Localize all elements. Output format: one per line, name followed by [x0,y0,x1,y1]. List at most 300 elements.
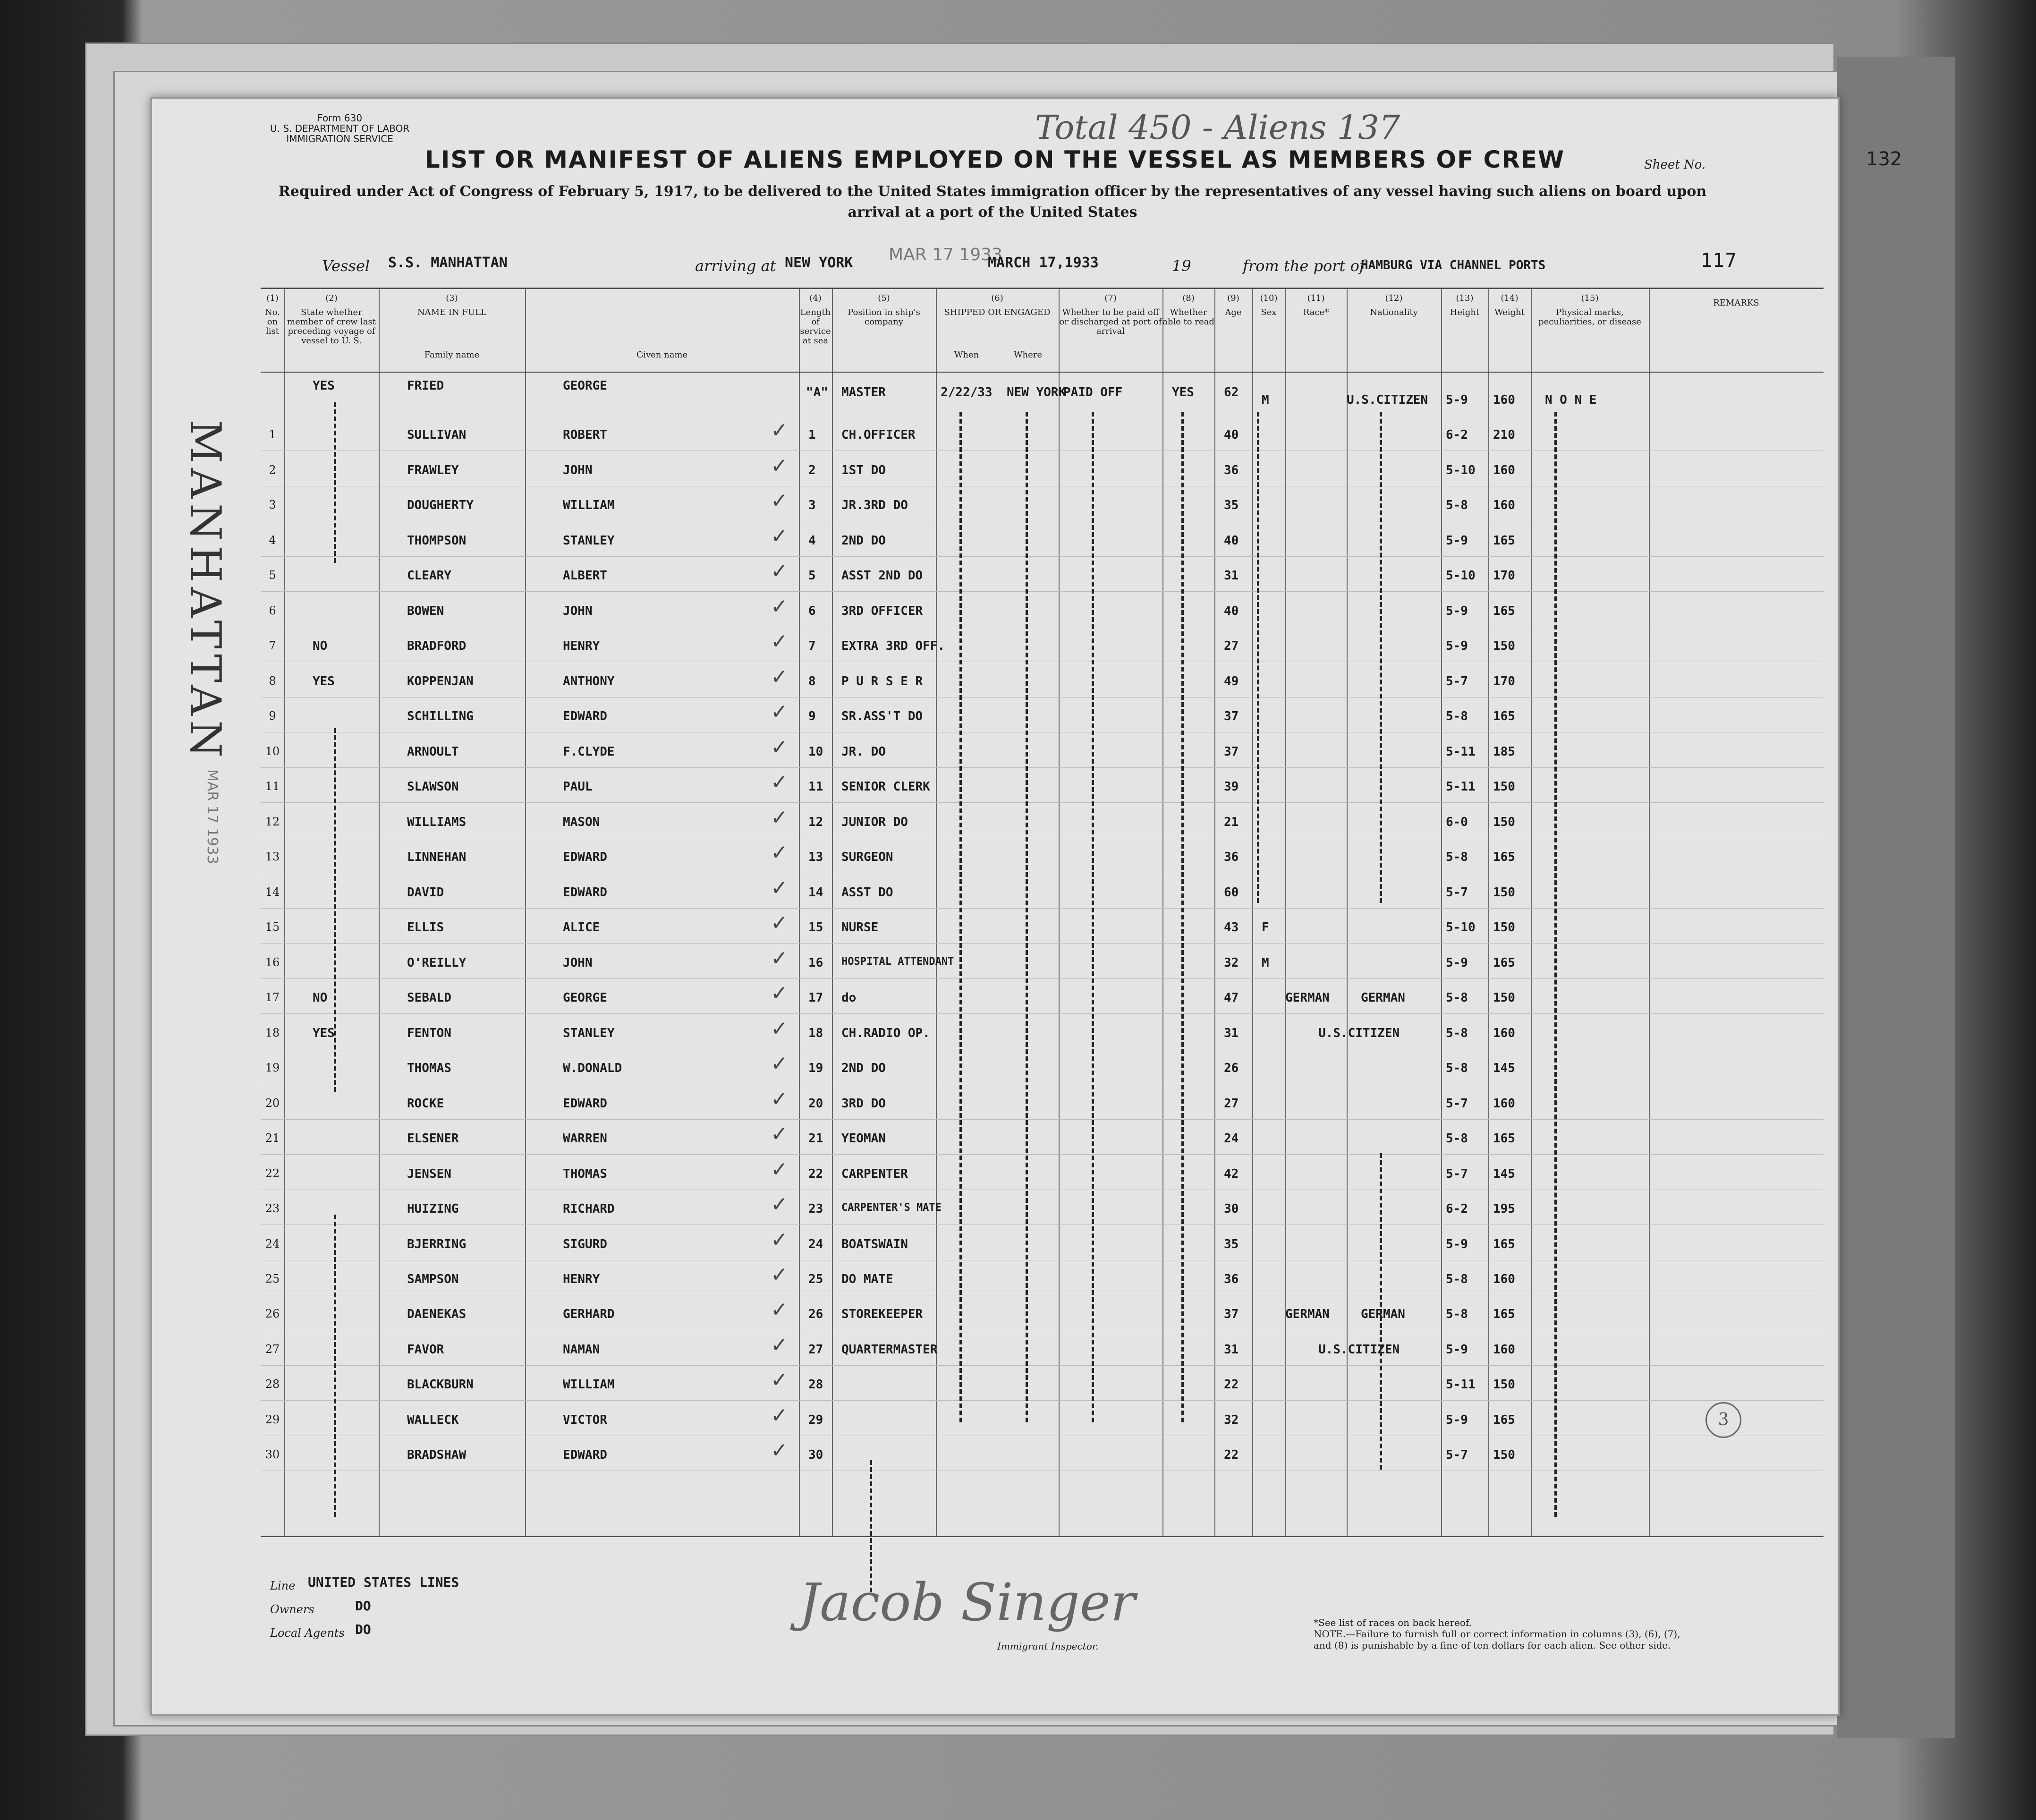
arrival-date: MARCH 17,1933 [988,255,1099,271]
row-number: 19 [265,1061,280,1075]
given-name: EDWARD [563,709,607,724]
family-name: SULLIVAN [407,428,467,442]
row-number: 11 [265,780,280,793]
age: 49 [1224,674,1239,689]
position: YEOMAN [841,1131,886,1146]
service-length: 24 [808,1237,823,1251]
given-name: JOHN [563,955,593,970]
row-number: 14 [265,885,280,899]
ditto-dash [1380,1153,1382,1470]
position: 2ND DO [841,1061,886,1076]
column-header [1488,294,1531,317]
check-mark-icon: ✓ [771,1403,788,1428]
check-mark-icon: ✓ [771,629,788,654]
prev-voyage: YES [313,1026,335,1040]
ditto-dash [1181,412,1184,1422]
row-number: 26 [265,1307,280,1321]
weight: 160 [1493,1026,1515,1040]
family-name: DOUGHERTY [407,498,474,513]
check-mark-icon: ✓ [771,524,788,548]
given-name: PAUL [563,780,593,794]
column-label: Race* [1303,307,1329,317]
sheet-label: Sheet No. [1644,158,1706,172]
service-length: 22 [808,1166,823,1181]
column-number: (1) [266,293,279,303]
height: 5-11 [1446,780,1476,794]
table-row [261,591,1824,592]
column-rule [525,289,526,1536]
position: SENIOR CLERK [841,780,930,794]
age: 31 [1224,569,1239,583]
age: 42 [1224,1166,1239,1181]
check-mark-icon: ✓ [771,1157,788,1182]
row-number: 4 [269,533,276,547]
given-name: HENRY [563,639,600,654]
column-subheader: When [954,350,979,360]
column-header [832,294,936,327]
race: U.S.CITIZEN [1347,393,1428,407]
check-mark-icon: ✓ [771,489,788,513]
given-name: GEORGE [563,991,607,1005]
page-count: 117 [1701,250,1737,272]
sex: M [1262,955,1269,970]
given-name: WARREN [563,1131,607,1146]
prev-voyage: NO [313,991,328,1005]
table-row [261,1154,1824,1155]
column-header [1162,294,1214,327]
column-label: Whether to be paid off or discharged at port of arrival [1059,307,1162,336]
family-name: FENTON [407,1026,451,1040]
given-name: HENRY [563,1272,600,1286]
column-header [936,294,1059,317]
table-row [261,802,1824,803]
age: 36 [1224,1272,1239,1286]
position: SURGEON [841,850,893,865]
height: 5-8 [1446,709,1468,724]
weight: 165 [1493,1131,1515,1146]
height: 5-9 [1446,639,1468,654]
arriving-label: arriving at [695,257,776,275]
manifest-page [150,97,1902,1716]
service-length: 21 [808,1131,823,1146]
check-mark-icon: ✓ [771,453,788,478]
sex: F [1262,920,1269,935]
column-header [1214,294,1252,317]
given-name: WILLIAM [563,498,615,513]
given-name: WILLIAM [563,1378,615,1392]
prev-voyage: YES [313,674,335,689]
column-label: Sex [1261,307,1277,317]
position: EXTRA 3RD OFF. [841,639,945,654]
position: NURSE [841,920,879,935]
service-length: 23 [808,1202,823,1216]
handwritten-total: Total 450 - Aliens 137 [1035,108,1400,147]
check-mark-icon: ✓ [771,946,788,970]
service-length: 13 [808,850,823,865]
age: 43 [1224,920,1239,935]
from-port: HAMBURG VIA CHANNEL PORTS [1361,258,1546,272]
position: P U R S E R [841,674,923,689]
row-number: 1 [269,428,276,442]
height: 5-11 [1446,1378,1476,1392]
service-length: 18 [808,1026,823,1040]
column-rule [832,289,833,1536]
column-number: (15) [1581,293,1599,303]
family-name: O'REILLY [407,955,467,970]
column-rule [1488,289,1489,1536]
table-row [261,767,1824,768]
row-number: 23 [265,1202,280,1216]
family-name: BRADFORD [407,639,467,654]
height: 5-9 [1446,393,1468,407]
position: CARPENTER [841,1166,908,1181]
weight: 145 [1493,1061,1515,1076]
row-number: 29 [265,1412,280,1426]
service-length: 5 [808,569,816,583]
age: 22 [1224,1448,1239,1463]
age: 31 [1224,1026,1239,1040]
family-name: ELLIS [407,920,444,935]
service-length: 14 [808,885,823,900]
height: 5-8 [1446,498,1468,513]
height: 5-10 [1446,569,1476,583]
line-label: Line [270,1579,296,1592]
given-name: VICTOR [563,1412,607,1427]
column-label: No. on list [265,307,280,336]
nationality: GERMAN [1361,1307,1405,1322]
check-mark-icon: ✓ [771,876,788,900]
column-number: (7) [1104,293,1117,303]
race: U.S.CITIZEN [1318,1026,1400,1040]
column-header [1531,294,1649,327]
position: JR.3RD DO [841,498,908,513]
form-identifier [270,113,409,144]
height: 5-7 [1446,674,1468,689]
department: U. S. DEPARTMENT OF LABOR [270,123,410,134]
age: 40 [1224,428,1239,442]
check-mark-icon: ✓ [771,1368,788,1393]
check-mark-icon: ✓ [771,1438,788,1463]
table-row [261,943,1824,944]
service-length: 20 [808,1096,823,1111]
weight: 170 [1493,674,1515,689]
column-rule [1214,289,1215,1536]
row-number: 10 [265,744,280,758]
age: 40 [1224,604,1239,618]
given-name: RICHARD [563,1202,615,1216]
table-row [261,978,1824,979]
physical-marks: N O N E [1545,393,1597,407]
service-length: 6 [808,604,816,618]
ditto-dash [1092,412,1094,1422]
row-number: 21 [265,1131,280,1145]
weight: 160 [1493,1272,1515,1286]
weight: 150 [1493,815,1515,829]
weight: 160 [1493,1096,1515,1111]
column-number: (6) [991,293,1003,303]
height: 5-7 [1446,1448,1468,1463]
column-subheader: Given name [636,350,688,360]
height: 5-7 [1446,1096,1468,1111]
service-length: 8 [808,674,816,689]
position: CH.RADIO OP. [841,1026,930,1040]
age: 27 [1224,1096,1239,1111]
service-length: 11 [808,780,823,794]
row-number: 9 [269,709,276,723]
check-mark-icon: ✓ [771,594,788,619]
row-number: 18 [265,1026,280,1039]
race: GERMAN [1285,1307,1330,1322]
check-mark-icon: ✓ [771,1227,788,1252]
weight: 145 [1493,1166,1515,1181]
row-number: 15 [265,920,280,934]
ditto-dash [959,412,962,1422]
weight: 150 [1493,920,1515,935]
weight: 160 [1493,1342,1515,1357]
age: 32 [1224,1412,1239,1427]
paid-off: PAID OFF [1063,385,1123,400]
column-label: SHIPPED OR ENGAGED [944,307,1051,317]
ditto-dash [1026,412,1028,1422]
service-length: 28 [808,1378,823,1392]
check-mark-icon: ✓ [771,664,788,689]
age: 60 [1224,885,1239,900]
check-mark-icon: ✓ [771,911,788,936]
service-length: 12 [808,815,823,829]
inspector-signature: Jacob Singer [799,1572,1136,1633]
age: 22 [1224,1378,1239,1392]
ditto-dash [334,402,336,563]
column-label: Height [1450,307,1480,317]
age: 62 [1224,385,1239,400]
check-mark-icon: ✓ [771,418,788,443]
service-length: 16 [808,955,823,970]
column-number: (10) [1260,293,1278,303]
sex: M [1262,393,1269,407]
family-name: FAVOR [407,1342,444,1357]
family-name: WILLIAMS [407,815,467,829]
row-number: 28 [265,1378,280,1391]
given-name: W.DONALD [563,1061,622,1076]
row-number: 7 [269,639,276,653]
column-header [1285,294,1347,317]
position: 2ND DO [841,533,886,548]
row-number: 12 [265,815,280,828]
column-label: Nationality [1370,307,1418,317]
column-number: (11) [1307,293,1325,303]
page-edge [1837,57,1955,1738]
height: 5-9 [1446,955,1468,970]
family-name: FRIED [407,379,444,393]
age: 30 [1224,1202,1239,1216]
position: DO MATE [841,1272,893,1286]
row-number: 20 [265,1096,280,1110]
service-length: 4 [808,533,816,548]
position: BOATSWAIN [841,1237,908,1251]
service-length: 25 [808,1272,823,1286]
row-number: 8 [269,674,276,688]
arriving-port: NEW YORK [785,255,853,271]
given-name: JOHN [563,604,593,618]
check-mark-icon: ✓ [771,1333,788,1357]
family-name: KOPPENJAN [407,674,474,689]
age: 27 [1224,639,1239,654]
service-length: 26 [808,1307,823,1322]
service-length: 7 [808,639,816,654]
side-vessel-name: MANHATTAN [180,420,230,763]
check-mark-icon: ✓ [771,1052,788,1076]
given-name: STANLEY [563,533,615,548]
family-name: FRAWLEY [407,463,459,477]
column-number: (5) [878,293,890,303]
column-subheader: Family name [424,350,480,360]
footnote-races: *See list of races on back hereof. [1314,1617,1472,1628]
header-rule [261,372,1824,373]
column-rule [379,289,380,1536]
position: JR. DO [841,744,886,759]
check-mark-icon: ✓ [771,700,788,724]
weight: 165 [1493,604,1515,618]
column-rule [1649,289,1650,1536]
ditto-dash [1380,412,1382,903]
owners-label: Owners [270,1603,314,1616]
given-name: EDWARD [563,850,607,865]
height: 5-9 [1446,1237,1468,1251]
column-label: Physical marks, peculiarities, or disease [1538,307,1641,327]
shipped-where: NEW YORK [1007,385,1066,400]
check-mark-icon: ✓ [771,770,788,795]
family-name: DAENEKAS [407,1307,467,1322]
age: 35 [1224,1237,1239,1251]
column-number: (3) [446,293,458,303]
family-name: BOWEN [407,604,444,618]
footnotes [1314,1617,1691,1651]
row-number: 16 [265,955,280,969]
age: 37 [1224,744,1239,759]
weight: 185 [1493,744,1515,759]
weight: 165 [1493,709,1515,724]
given-name: EDWARD [563,885,607,900]
column-label: Age [1225,307,1242,317]
family-name: THOMPSON [407,533,467,548]
given-name: THOMAS [563,1166,607,1181]
position: ASST 2ND DO [841,569,923,583]
ditto-dash [334,1215,336,1517]
given-name: ANTHONY [563,674,615,689]
position: SR.ASS'T DO [841,709,923,724]
column-header [1649,294,1824,308]
family-name: BRADSHAW [407,1448,467,1463]
inspector-label: Immigrant Inspector. [997,1641,1099,1652]
family-name: SLAWSON [407,780,459,794]
able-to-read: YES [1172,385,1194,400]
date-stamp: MAR 17 1933 [889,245,1003,264]
service-length: 2 [808,463,816,477]
height: 5-10 [1446,463,1476,477]
service-length: "A" [806,385,828,400]
form-number: Form 630 [317,112,363,124]
from-label: from the port of [1243,257,1365,275]
column-rule [1285,289,1286,1536]
height: 5-9 [1446,604,1468,618]
given-name: ALICE [563,920,600,935]
service-length: 30 [808,1448,823,1463]
given-name: ROBERT [563,428,607,442]
position: QUARTERMASTER [841,1342,938,1357]
row-number: 6 [269,604,276,617]
check-mark-icon: ✓ [771,735,788,759]
table-row [261,908,1824,909]
page-title: LIST OR MANIFEST OF ALIENS EMPLOYED ON THE VESSEL AS MEMBERS OF CREW [424,146,1565,173]
column-header [799,294,832,346]
weight: 160 [1493,498,1515,513]
weight: 150 [1493,991,1515,1005]
prev-voyage: NO [313,639,328,654]
age: 37 [1224,1307,1239,1322]
service-length: 10 [808,744,823,759]
service-length: 17 [808,991,823,1005]
height: 5-11 [1446,744,1476,759]
weight: 165 [1493,850,1515,865]
vessel-label: Vessel [322,257,370,275]
check-mark-icon: ✓ [771,981,788,1006]
weight: 150 [1493,885,1515,900]
given-name: GEORGE [563,379,607,393]
family-name: ARNOULT [407,744,459,759]
age: 35 [1224,498,1239,513]
family-name: CLEARY [407,569,451,583]
position: 3RD DO [841,1096,886,1111]
weight: 150 [1493,780,1515,794]
row-number: 13 [265,850,280,864]
height: 6-2 [1446,1202,1468,1216]
age: 37 [1224,709,1239,724]
height: 5-8 [1446,1307,1468,1322]
service-length: 27 [808,1342,823,1357]
age: 31 [1224,1342,1239,1357]
column-header [1059,294,1162,336]
race: GERMAN [1285,991,1330,1005]
side-date-stamp: MAR 17 1933 [204,769,221,864]
age: 40 [1224,533,1239,548]
line-value: UNITED STATES LINES [308,1574,459,1590]
given-name: ALBERT [563,569,607,583]
height: 5-8 [1446,991,1468,1005]
age: 36 [1224,850,1239,865]
row-number: 22 [265,1166,280,1180]
column-label: REMARKS [1713,298,1759,308]
family-name: HUIZING [407,1202,459,1216]
position: MASTER [841,385,886,400]
table-row [261,1365,1824,1366]
family-name: ROCKE [407,1096,444,1111]
column-rule [799,289,800,1536]
family-name: BLACKBURN [407,1378,474,1392]
age: 36 [1224,463,1239,477]
table-row [261,1119,1824,1120]
family-name: WALLECK [407,1412,459,1427]
service-length: 3 [808,498,816,513]
check-mark-icon: ✓ [771,805,788,830]
row-number: 30 [265,1448,280,1462]
weight: 165 [1493,1412,1515,1427]
family-name: THOMAS [407,1061,451,1076]
column-label: Length of service at sea [800,307,831,346]
column-number: (2) [325,293,338,303]
age: 21 [1224,815,1239,829]
weight: 195 [1493,1202,1515,1216]
age: 47 [1224,991,1239,1005]
